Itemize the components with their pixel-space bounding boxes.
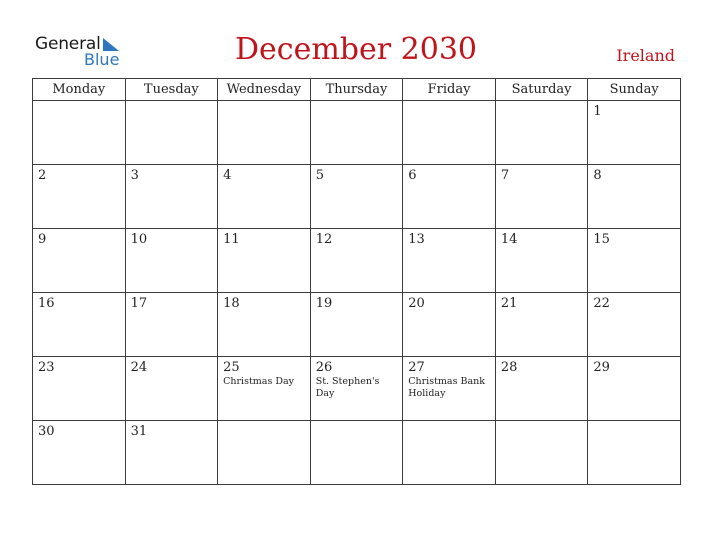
day-cell: [495, 229, 588, 293]
day-cell: [218, 229, 311, 293]
day-number: 16: [38, 296, 55, 311]
calendar-grid: [32, 78, 681, 485]
day-cell: [495, 293, 588, 357]
day-number: 30: [38, 424, 55, 439]
day-number: 4: [223, 168, 232, 183]
weekday-header: Sunday: [588, 79, 681, 101]
day-cell: [495, 357, 588, 421]
day-cell: [588, 165, 681, 229]
day-cell: [403, 293, 496, 357]
week-row: [33, 101, 681, 165]
week-row: [33, 165, 681, 229]
day-cell: [403, 101, 496, 165]
calendar-title: December 2030: [235, 32, 477, 67]
week-row: [33, 421, 681, 485]
day-number: 18: [223, 296, 240, 311]
day-cell: [125, 421, 218, 485]
weekday-header: Monday: [33, 79, 126, 101]
day-cell: [310, 357, 403, 421]
day-number: 14: [500, 232, 518, 247]
week-row: [33, 357, 681, 421]
day-cell: [33, 293, 126, 357]
day-cell: [310, 229, 403, 293]
day-cell: [33, 421, 126, 485]
day-cell: [588, 101, 681, 165]
day-number: 29: [593, 360, 610, 375]
day-cell: [218, 421, 311, 485]
day-cell: [33, 165, 126, 229]
day-number: 3: [130, 168, 139, 183]
day-cell: [218, 165, 311, 229]
day-cell: [33, 101, 126, 165]
holiday-label: Christmas Bank Holiday: [408, 376, 485, 399]
logo-text-blue: Blue: [84, 50, 120, 69]
day-cell: [310, 101, 403, 165]
day-number: 26: [315, 360, 333, 375]
day-number: 31: [130, 424, 148, 439]
day-cell: [588, 293, 681, 357]
weekday-header: Wednesday: [218, 79, 311, 101]
day-number: 19: [315, 296, 333, 311]
day-cell: [495, 421, 588, 485]
day-cell: [403, 229, 496, 293]
weekday-header: Thursday: [310, 79, 403, 101]
day-cell: [495, 101, 588, 165]
day-cell: [33, 229, 126, 293]
weekday-header-row: [33, 79, 681, 101]
logo-text-general: General: [35, 34, 101, 54]
day-number: 8: [593, 168, 602, 183]
day-number: 12: [315, 232, 333, 247]
day-cell: [125, 229, 218, 293]
day-cell: [33, 357, 126, 421]
day-cell: [495, 165, 588, 229]
day-number: 2: [38, 168, 47, 183]
day-cell: [125, 101, 218, 165]
day-number: 5: [315, 168, 324, 183]
day-cell: [125, 357, 218, 421]
day-cell: [588, 229, 681, 293]
day-number: 25: [223, 360, 240, 375]
day-number: 15: [593, 232, 610, 247]
day-number: 1: [593, 104, 602, 119]
day-number: 7: [500, 168, 510, 183]
day-number: 20: [408, 296, 425, 311]
day-number: 11: [223, 232, 240, 247]
holiday-label: St. Stephen's Day: [315, 376, 380, 399]
day-number: 21: [500, 296, 518, 311]
day-cell: [588, 421, 681, 485]
weekday-header: Tuesday: [125, 79, 218, 101]
day-number: 9: [38, 232, 47, 247]
weekday-header: Saturday: [495, 79, 588, 101]
day-cell: [218, 101, 311, 165]
day-cell: [588, 357, 681, 421]
day-cell: [403, 165, 496, 229]
day-cell: [403, 421, 496, 485]
day-number: 10: [130, 232, 148, 247]
calendar-body: [33, 101, 681, 485]
day-cell: [125, 293, 218, 357]
week-row: [33, 293, 681, 357]
day-number: 13: [408, 232, 425, 247]
holiday-label: Christmas Day: [223, 376, 294, 387]
day-number: 23: [38, 360, 55, 375]
day-cell: [310, 293, 403, 357]
weekday-header: Friday: [403, 79, 496, 101]
week-row: [33, 229, 681, 293]
country-label: Ireland: [616, 46, 675, 65]
day-cell: [125, 165, 218, 229]
day-cell: [310, 421, 403, 485]
day-number: 28: [500, 360, 518, 375]
day-cell: [218, 293, 311, 357]
day-cell: [218, 357, 311, 421]
day-number: 17: [130, 296, 148, 311]
day-cell: [310, 165, 403, 229]
day-number: 24: [130, 360, 148, 375]
day-number: 6: [408, 168, 417, 183]
day-cell: [403, 357, 496, 421]
day-number: 22: [593, 296, 610, 311]
day-number: 27: [408, 360, 425, 375]
